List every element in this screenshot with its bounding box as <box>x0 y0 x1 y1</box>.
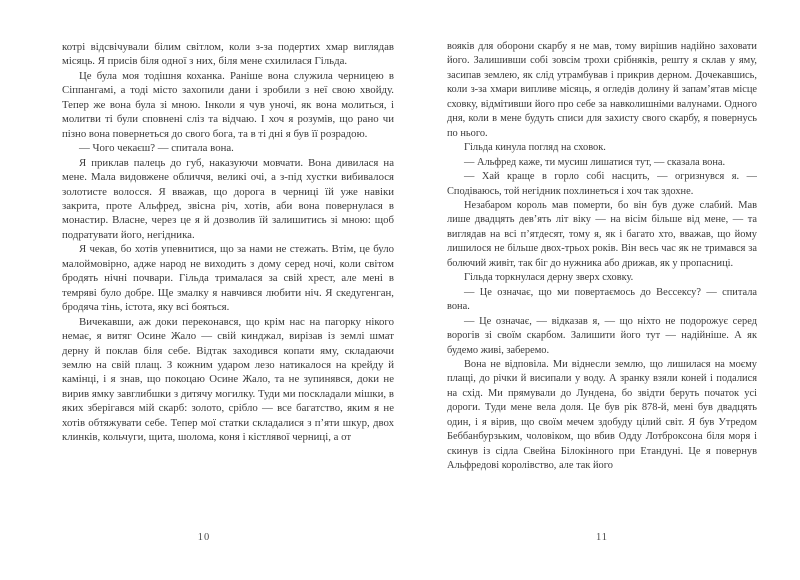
paragraph: Я приклав палець до губ, наказуючи мовчати. Вона дивилася на мене. Мала видовжене обличчя, великі очі, а з-під хустки вибивалося золотисте волосся. Я вважав, що дорога в черниці їй уже навіки закрита, проте Альфред, звісна річ, хотів, аби вона повернулася в монастир. Власне, через це я й дозволив їй залишитись зі мною: щоб подратувати його, негідника. <box>62 156 394 241</box>
paragraph: — Хай краще в горло собі насцить, — огризнувся я. — Сподіваюсь, той негідник похлинеться і хоч так здохне. <box>447 171 757 197</box>
page-right <box>447 40 757 543</box>
paragraph: Це була моя тодішня коханка. Раніше вона служила черницею в Сіппангамі, а тоді місто захопили дани і зробили з неї свою хвойду. Тепер же вона була зі мною. Інколи я чув уночі, як вона молиться, і молитви ті були сповнені сліз та відчаю. І хоч я розумів, що рано чи пізно вона повернеться до свого бога, та в ті дні я був її розрадою. <box>62 69 394 140</box>
paragraph: Незабаром король мав померти, бо він був дуже слабий. Мав лише двадцять дев’ять літ віку — на вісім більше від мене, — та виглядав на всі п’ятдесят, тому я, як і багато хто, вважав, що йому лишилося не більше двох-трьох років. Він весь час як не тримався за болючий живіт, так біг до нужника або дрижав, як у пропасниці. <box>447 199 757 269</box>
paragraph: Гільда кинула погляд на сховок. <box>464 142 606 154</box>
paragraph: Вона не відповіла. Ми віднесли землю, що лишилася на моєму плащі, до річки й висипали у воду. А зранку взяли коней і подалися на схід. Ми прямували до Лундена, бо звідти беруть початок усі дороги. Туди мене вела доля. Це був рік 878-й, мені був двадцять один, і я вірив, що своїм мечем здобуду цілий світ. Я був Утредом Беббанбурзьким, чоловіком, що вбив Одду Лотброксона біля моря і скинув із сідла Свейна Білокінного при Етандуні. Це я повернув Альфредові королівство, але так його <box>447 358 757 472</box>
paragraph: — Це означає, — відказав я, — що ніхто не подорожує серед ворогів зі своїм скарбом. Залишити його тут — надійніше. А як будемо живі, заберемо. <box>447 315 757 356</box>
paragraph: Я чекав, бо хотів упевнитися, що за нами не стежать. Втім, це було малоймовірно, адже народ не виходить з дому серед ночі, коли світом бродять нічні почвари. Гільда трималася за свій хрест, але мені в темряві було добре. Ще змалку я навчився любити ніч. Я скедугенган, бродяча тінь, істота, яку всі бояться. <box>62 243 394 314</box>
paragraph: вояків для оборони скарбу я не мав, тому вирішив надійно заховати його. Залишивши собі зовсім трохи срібняків, решту я склав у яму, засипав землею, як слід утрамбував і прикрив дерном. Дочекавшись, коли з-за хмари випливе місяць, я огледів долину й запам’ятав місце сховку, відмітивши його про себе за навколишніми валунами. Одного дня, коли в мене будуть списи для захисту свого скарбу, я повернусь по нього. <box>447 41 757 139</box>
paragraph: — Чого чекаєш? — спитала вона. <box>79 142 234 155</box>
paragraph: котрі відсвічували білим світлом, коли з-за подертих хмар виглядав місяць. Я присів біля одної з них, біля мене схилилася Гільда. <box>62 41 394 68</box>
page-number-right: 11 <box>595 532 609 543</box>
paragraph: Вичекавши, аж доки переконався, що крім нас на пагорку нікого немає, я витяг Осине Жало — свій кинджал, вирізав із землі шмат дерну й поклав біля себе. Відтак заходився копати яму, складаючи землю на свій плащ. З кожним ударом лезо натикалося на крейду й камінці, і я знав, що покоцаю Осине Жало, та не зупинявся, доки не вирив ямку завглибшки з дитячу могилку. Туди ми поскладали мішки, в яких зберігався мій скарб: золото, срібло — все багатство, яким я не хотів обтяжувати себе. Тепер мої статки складалися з п’яти шкур, двох клинків, кольчуги, щита, шолома, коня і кістлявої черниці, а от <box>62 315 394 444</box>
paragraph: — Це означає, що ми повертаємось до Вессексу? — спитала вона. <box>447 286 757 313</box>
page-left <box>62 40 394 543</box>
paragraph: — Альфред каже, ти мусиш лишатися тут, — сказала вона. <box>464 156 726 168</box>
page-number-left: 10 <box>197 532 211 543</box>
paragraph: Гільда торкнулася дерну зверх сховку. <box>464 272 634 284</box>
page-text-left <box>62 40 394 532</box>
page-text-right <box>447 40 757 532</box>
